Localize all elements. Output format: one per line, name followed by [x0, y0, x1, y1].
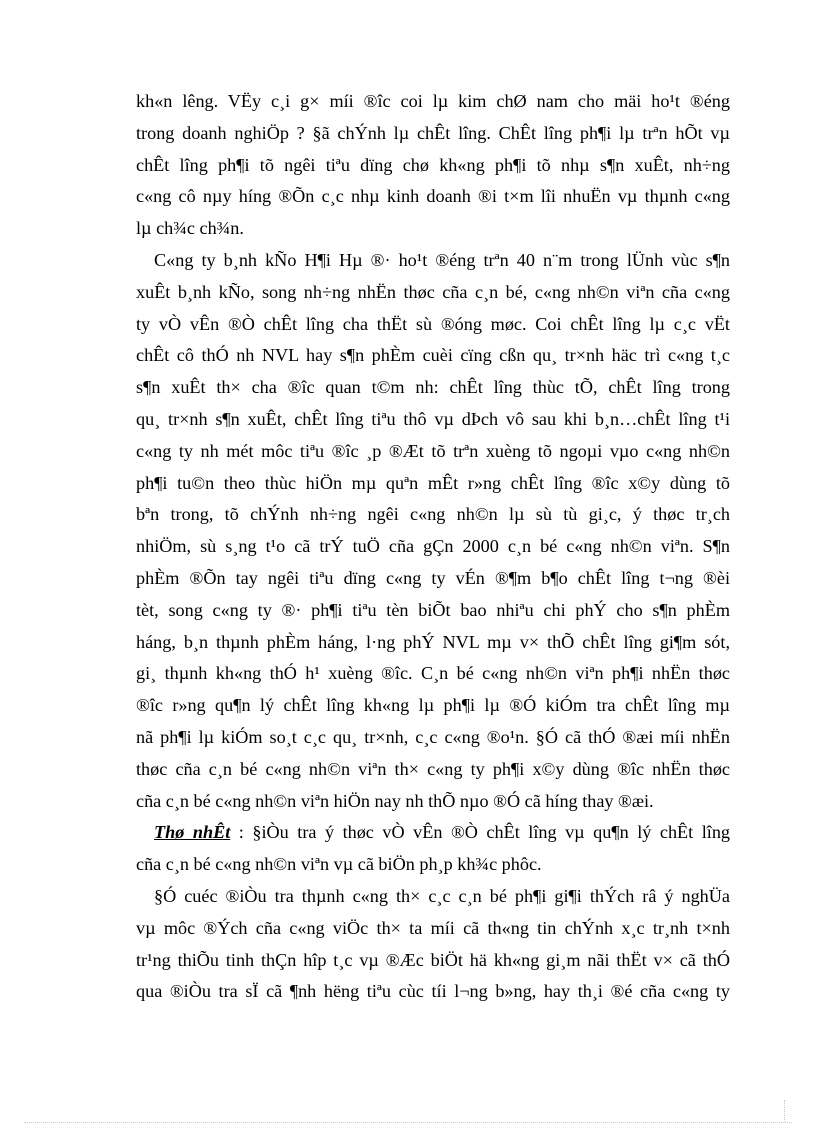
- text-line: c«ng ty nh mét môc tiªu ®îc ¸p ®Æt tõ trªn xuèng tõ ngoµi vµo c«ng nh©n: [136, 440, 730, 461]
- page-corner-mark: [784, 1100, 785, 1122]
- text-line: chÊt lîng ph¶i tõ ngêi tiªu dïng chø kh«ng ph¶i tõ nhµ s¶n xuÊt, nh÷ng: [136, 154, 730, 175]
- text-line: phÈm ®Õn tay ngêi tiªu dïng c«ng ty vÉn ®¶m b¶o chÊt lîng t¬ng ®èi: [136, 567, 730, 588]
- paragraph-4: [136, 881, 730, 1008]
- text-line: háng, b¸n thµnh phÈm háng, l·ng phÝ NVL mµ v× thÕ chÊt lîng gi¶m sót,: [136, 631, 730, 652]
- paragraph-3: [136, 817, 730, 881]
- text-line: [136, 817, 730, 849]
- text-line: s¶n xuÊt th× cha ®îc quan t©m nh: chÊt lîng thùc tÕ, chÊt lîng trong: [136, 377, 730, 398]
- text-line: vµ môc ®Ých cña c«ng viÖc th× ta míi cã th«ng tin chÝnh x¸c tr¸nh t×nh: [136, 917, 730, 938]
- text-line: §Ó cuéc ®iÒu tra thµnh c«ng th× c¸c c¸n bé ph¶i gi¶i thÝch râ ý nghÜa: [154, 885, 730, 906]
- lead-heading: Thø nhÊt: [154, 822, 231, 843]
- text-line: cña c¸n bé c«ng nh©n viªn hiÖn nay nh thÕ nµo ®Ó cã híng thay ®æi.: [136, 790, 654, 811]
- text-line: cña c¸n bé c«ng nh©n viªn vµ cã biÖn ph¸p kh¾c phôc.: [136, 854, 542, 875]
- text-line: chÊt cô thÓ nh NVL hay s¶n phÈm cuèi cïng cßn qu¸ tr×nh häc trì c«ng t¸c: [136, 345, 730, 366]
- text-line: qua ®iÒu tra sÏ cã ¶nh hëng tiªu cùc tíi l¬ng b»ng, hay th¸i ®é cña c«ng ty: [136, 981, 730, 1002]
- text-line: nã ph¶i lµ kiÓm so¸t c¸c qu¸ tr×nh, c¸c c«ng ®o¹n. §Ó cã thÓ ®æi míi nhËn: [136, 726, 730, 747]
- text-line: bªn trong, tõ chÝnh nh÷ng ngêi c«ng nh©n lµ sù tù gi¸c, ý thøc tr¸ch: [136, 504, 730, 525]
- text-line: lµ ch¾c ch¾n.: [136, 218, 244, 239]
- text-line: trong doanh nghiÖp ? §ã chÝnh lµ chÊt lîng. ChÊt lîng ph¶i lµ trªn hÕt vµ: [136, 122, 730, 143]
- text-line: ®îc r»ng qu¶n lý chÊt lîng kh«ng lµ ph¶i lµ ®Ó kiÓm tra chÊt lîng mµ: [136, 695, 730, 716]
- text-line: xuÊt b¸nh kÑo, song nh÷ng nhËn thøc cña c¸n bé, c«ng nh©n viªn cña c«ng: [136, 281, 730, 302]
- text-line: qu¸ tr×nh s¶n xuÊt, chÊt lîng tiªu thô vµ dÞch vô sau khi b¸n…chÊt lîng t¹i: [136, 408, 730, 429]
- text-line: nhiÖm, sù s¸ng t¹o cã trÝ tuÖ cña gÇn 2000 c¸n bé c«ng nh©n viªn. S¶n: [136, 536, 730, 557]
- text-line: thøc cña c¸n bé c«ng nh©n viªn th× c«ng ty ph¶i x©y dùng ®îc nhËn thøc: [136, 758, 730, 779]
- text-line: kh«n lêng. VËy c¸i g× míi ®îc coi lµ kim chØ nam cho mäi ho¹t ®éng: [136, 91, 730, 111]
- text-line: c«ng cô nµy híng ®Õn c¸c nhµ kinh doanh ®i t×m lîi nhuËn vµ thµnh c«ng: [136, 186, 730, 207]
- text-line: ty vÒ vÊn ®Ò chÊt lîng cha thËt sù ®óng møc. Coi chÊt lîng lµ c¸c vËt: [136, 313, 730, 334]
- text-line: gi¸ thµnh kh«ng thÓ h¹ xuèng ®îc. C¸n bé c«ng nh©n viªn ph¶i nhËn thøc: [136, 663, 730, 684]
- text-line: ph¶i tu©n theo thùc hiÖn mµ quªn mÊt r»ng chÊt lîng ®îc x©y dùng tõ: [136, 472, 730, 493]
- document-page: [136, 86, 730, 1008]
- paragraph-2: [136, 245, 730, 817]
- text-line: tèt, song c«ng ty ®· ph¶i tiªu tèn biÕt bao nhiªu chi phÝ cho s¶n phÈm: [136, 599, 730, 620]
- text-fragment: : §iÒu tra ý thøc vÒ vÊn ®Ò chÊt lîng vµ qu¶n lý chÊt lîng: [238, 822, 731, 843]
- text-line: tr¹ng thiÕu tinh thÇn hîp t¸c vµ ®Æc biÖt hä kh«ng gi¸m nãi thËt v× cã thÓ: [136, 949, 730, 970]
- text-line: C«ng ty b¸nh kÑo H¶i Hµ ®· ho¹t ®éng trªn 40 n¨m trong lÜnh vùc s¶n: [154, 249, 730, 270]
- paragraph-1: [136, 86, 730, 245]
